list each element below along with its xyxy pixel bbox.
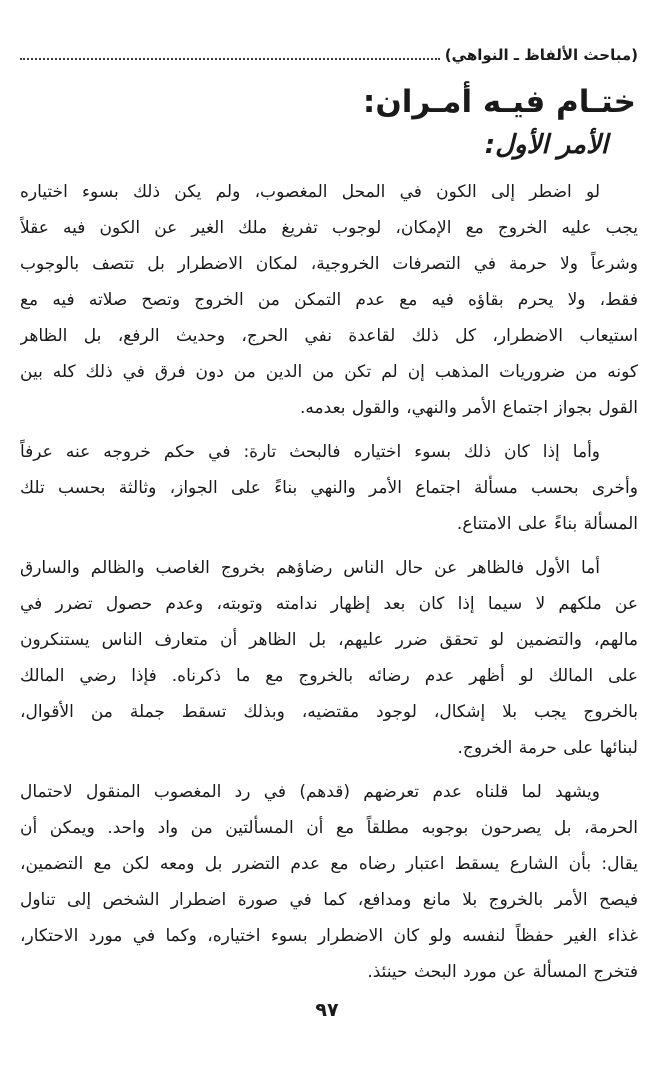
- text-line: استيعاب الاضطرار، كل ذلك لقاعدة نفي الحرج، وحديث الرفع، بل الظاهر: [20, 326, 638, 346]
- text-line: مالهم، والتضمين لو تحقق ضرر عليهم، بل الظاهر أن متعارف الناس يستنكرون: [20, 630, 638, 650]
- section-heading-conclusion: ختـام فيـه أمـران:: [362, 84, 636, 120]
- paragraph: [20, 434, 638, 542]
- text-line: بالخروج يجب بلا إشكال، لوجود مقتضيه، وبذلك تسقط جملة من الأقوال،: [20, 702, 638, 722]
- text-line: الحرمة، بل يصرحون بوجوبه مطلقاً مع أن المسألتين من واد واحد. ويمكن أن: [20, 818, 638, 838]
- text-line: عن ملكهم لا سيما إذا كان بعد إظهار ندامته وتوبته، وعدم حصول تضرر في: [20, 594, 638, 614]
- text-line: غذاء الغير حفظاً لنفسه ولو كان الاضطرار بسوء اختياره، وكما في مورد الاحتكار،: [20, 926, 638, 946]
- text-line: وشرعاً ولا حرمة في التصرفات الخروجية، لمكان الاضطرار بل تتصف بالوجوب: [20, 254, 638, 274]
- text-line: ويشهد لما قلناه عدم تعرضهم (قدهم) في رد المغصوب المنقول لاحتمال: [20, 782, 600, 802]
- body-text: [20, 174, 638, 990]
- text-line: المسألة بناءً على الامتناع.: [456, 514, 638, 534]
- text-line: أما الأول فالظاهر عن حال الناس رضاؤهم بخروج الغاصب والظالم والسارق: [20, 558, 600, 578]
- text-line: فتخرج المسألة عن مورد البحث حينئذ.: [367, 962, 638, 982]
- text-line: فقط، ولا يحرم بقاؤه فيه مع عدم التمكن من الخروج وتصح صلاته فيه مع: [20, 290, 638, 310]
- text-line: القول بجواز اجتماع الأمر والنهي، والقول بعدمه.: [300, 398, 638, 418]
- header-title: (مباحث الألفاظ ـ النواهي): [444, 46, 638, 64]
- page-footer: [0, 999, 654, 1021]
- text-line: يجب عليه الخروج مع الإمكان، لوجوب تفريغ ملك الغير عن الكون فيه عقلاً: [20, 218, 638, 238]
- page-number: ٩٧: [315, 999, 339, 1021]
- paragraph: [20, 550, 638, 766]
- text-line: وأما إذا كان ذلك بسوء اختياره فالبحث تارة: في حكم خروجه عنه عرفاً: [20, 442, 600, 462]
- text-line: لو اضطر إلى الكون في المحل المغصوب، ولم يكن ذلك بسوء اختياره: [20, 182, 600, 202]
- paragraph: [20, 774, 638, 990]
- text-line: على المالك لو أظهر عدم رضائه بالخروج مع ما ذكرناه. فإذا رضي المالك: [20, 666, 638, 686]
- dotted-leader: [20, 57, 440, 60]
- section-heading-first-matter: الأمر الأول:: [484, 130, 608, 160]
- paragraph: [20, 174, 638, 426]
- text-line: فيصح الأمر بالخروج بلا مانع ومدافع، كما في صورة اضطرار الشخص إلى تناول: [20, 890, 638, 910]
- text-line: وأخرى بحسب مسألة اجتماع الأمر والنهي بناءً على الجواز، وثالثة بحسب تلك: [20, 478, 638, 498]
- text-line: يقال: بأن الشارع يسقط اعتبار رضاه مع عدم التضرر بل ومعه لكن مع التضمين،: [20, 854, 638, 874]
- page-header: [20, 42, 638, 66]
- text-line: كونه من ضروريات المذهب إن لم تكن من الدين من دون فرق في ذلك كله بين: [20, 362, 638, 382]
- text-line: لبنائها على حرمة الخروج.: [457, 738, 638, 758]
